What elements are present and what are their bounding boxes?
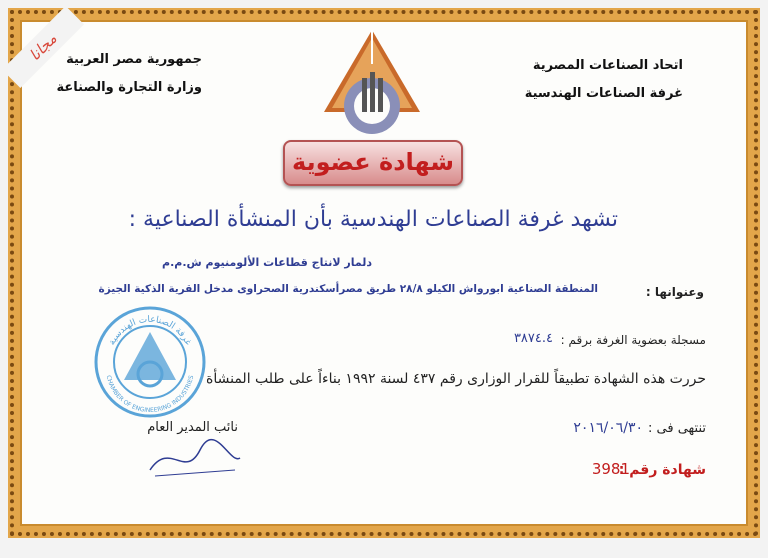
address-value: المنطقة الصناعية ابورواش الكيلو ٢٨/٨ طريق مصرأسكندرية الصحراوى مدخل القرية الذكية الجيزة [98, 283, 598, 295]
address-label: وعنوانها : [645, 285, 704, 299]
membership-label: مسجلة بعضوية الغرفة برقم : [560, 333, 706, 347]
left-header-line2: وزارة التجارة والصناعة [56, 80, 202, 95]
company-name: دلمار لانتاج قطاعات الألومنيوم ش.م.م [162, 256, 372, 269]
expiry-label: تنتهى فى : [648, 421, 706, 436]
membership-number: ٣٨٧٤.٤ [513, 331, 553, 346]
decree-text: حررت هذه الشهادة تطبيقاً للقرار الوزارى رقم ٤٣٧ لسنة ١٩٩٢ بناءاً على طلب المنشأة [206, 371, 706, 387]
right-header-line1: اتحاد الصناعات المصرية [532, 58, 683, 73]
left-header-line1: جمهورية مصر العربية [66, 52, 202, 67]
chamber-logo [322, 28, 422, 138]
stamp-arabic-text: غرفة الصناعات الهندسية [107, 314, 193, 347]
right-header-line2: غرفة الصناعات الهندسية [524, 86, 683, 101]
expiry-date: ٢٠١٦/٠٦/٣٠ [573, 420, 643, 436]
cert-number: 3981 [591, 460, 630, 478]
signature [140, 430, 250, 490]
free-ribbon: مجانا [2, 6, 84, 88]
cert-number-label: شهادة رقم : [618, 462, 706, 478]
membership-certificate-title: شهادة عضوية [283, 140, 463, 186]
main-statement: تشهد غرفة الصناعات الهندسية بأن المنشأة الصناعية : [128, 207, 618, 232]
deputy-general-manager-title: نائب المدير العام [147, 420, 238, 435]
chamber-stamp [90, 302, 210, 422]
stamp-english-text: CHAMBER OF ENGINEERING INDUSTRIES [104, 374, 196, 415]
